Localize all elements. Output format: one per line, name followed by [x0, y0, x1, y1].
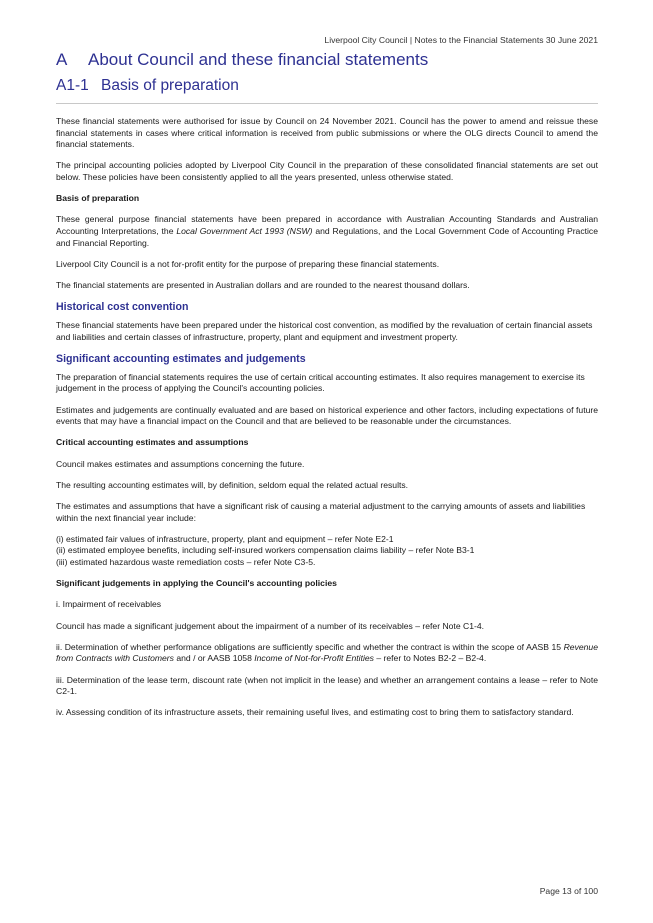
- text-run: and / or AASB 1058: [173, 653, 255, 664]
- subsection-title: Basis of preparation: [101, 77, 239, 94]
- significant-estimates-heading: Significant accounting estimates and judgements: [56, 352, 306, 365]
- paragraph-historical-cost: These financial statements have been prepared under the historical cost convention, as modified by the revaluation of certain financial assets and liabilities and certain classes of infrastructure, property, plant and equipment and investment property.: [56, 320, 593, 342]
- paragraph-policies: The principal accounting policies adopted by Liverpool City Council in the preparation of these consolidated financial statements are set out below. These policies have been consistently applied to all the years presented, unless otherwise stated.: [56, 160, 598, 182]
- judgement-item-infrastructure: iv. Assessing condition of its infrastructure assets, their remaining useful lives, and estimating cost to bring them to satisfactory standard.: [56, 707, 574, 718]
- judgement-item-receivables: i. Impairment of receivables: [56, 599, 162, 610]
- section-heading: [56, 50, 428, 70]
- paragraph-currency: The financial statements are presented in Australian dollars and are rounded to the nearest thousand dollars.: [56, 279, 470, 290]
- document-body: [56, 116, 598, 728]
- judgement-item-lease: iii. Determination of the lease term, discount rate (when not implicit in the lease) and whether an arrangement contains a lease – refer to Note C2-1.: [56, 674, 598, 697]
- standard-title: Income of Not-for-Profit Entities: [254, 653, 374, 664]
- text-run: – refer to Notes B2-2 – B2-4.: [373, 653, 487, 664]
- basis-label: Basis of preparation: [56, 193, 140, 204]
- heading-divider: [56, 103, 598, 104]
- list-item: (ii) estimated employee benefits, including self-insured workers compensation claims liability – refer Note B3-1: [56, 545, 475, 556]
- judgements-label: Significant judgements in applying the Council's accounting policies: [56, 578, 337, 589]
- paragraph-standards: [56, 214, 598, 249]
- paragraph-significant-risk: The estimates and assumptions that have a significant risk of causing a material adjustment to the carrying amounts of assets and liabilities within the next financial year include:: [56, 501, 586, 523]
- estimates-list: [56, 534, 598, 569]
- paragraph-actual-results: The resulting accounting estimates will, by definition, seldom equal the related actual results.: [56, 479, 409, 490]
- list-item: (iii) estimated hazardous waste remediation costs – refer Note C3-5.: [56, 556, 316, 567]
- subsection-number: A1-1: [56, 77, 89, 94]
- paragraph-estimates: The preparation of financial statements requires the use of certain critical accounting estimates. It also requires management to exercise its judgement in the process of applying the Council's accounting policies.: [56, 371, 585, 394]
- paragraph-future: Council makes estimates and assumptions concerning the future.: [56, 458, 305, 469]
- act-title: Local Government Act 1993 (NSW): [176, 225, 313, 236]
- section-title: About Council and these financial statements: [88, 50, 429, 69]
- critical-estimates-label: Critical accounting estimates and assumptions: [56, 437, 249, 448]
- section-number: A: [56, 50, 68, 69]
- list-item: (i) estimated fair values of infrastructure, property, plant and equipment – refer Note E2-1: [56, 533, 394, 544]
- text-run: These general purpose financial statements have been prepared in accordance with Australian Accounting Standards and Australian Accounting Interpretations, the: [56, 214, 598, 236]
- paragraph-evaluation: Estimates and judgements are continually evaluated and are based on historical experience and other factors, including expectations of future events that may have a financial impact on the Council and that are believed to be reasonable under the circumstances.: [56, 404, 598, 427]
- subsection-heading: [56, 77, 239, 95]
- text-run: ii. Determination of whether performance obligations are sufficiently specific and whether the contract is within the scope of AASB 15: [56, 641, 564, 652]
- paragraph-authorisation: These financial statements were authorised for issue by Council on 24 November 2021. Council has the power to amend and reissue these financial statements in cases where critical information is received from public submissions or where the OLG directs Council to amend the financial statements.: [56, 116, 598, 150]
- judgement-item-performance-obligations: [56, 642, 598, 665]
- running-header: Liverpool City Council | Notes to the Financial Statements 30 June 2021: [324, 35, 598, 45]
- standard-title: Revenue from Contracts with Customers: [56, 641, 598, 664]
- paragraph-entity: Liverpool City Council is a not for-profit entity for the purpose of preparing these financial statements.: [56, 258, 440, 269]
- page-number: Page 13 of 100: [539, 886, 598, 896]
- text-run: and Regulations, and the Local Government Code of Accounting Practice and Financial Reporting.: [56, 225, 599, 248]
- paragraph-receivables: Council has made a significant judgement about the impairment of a number of its receivables – refer Note C1-4.: [56, 620, 485, 631]
- historical-cost-heading: Historical cost convention: [56, 301, 189, 314]
